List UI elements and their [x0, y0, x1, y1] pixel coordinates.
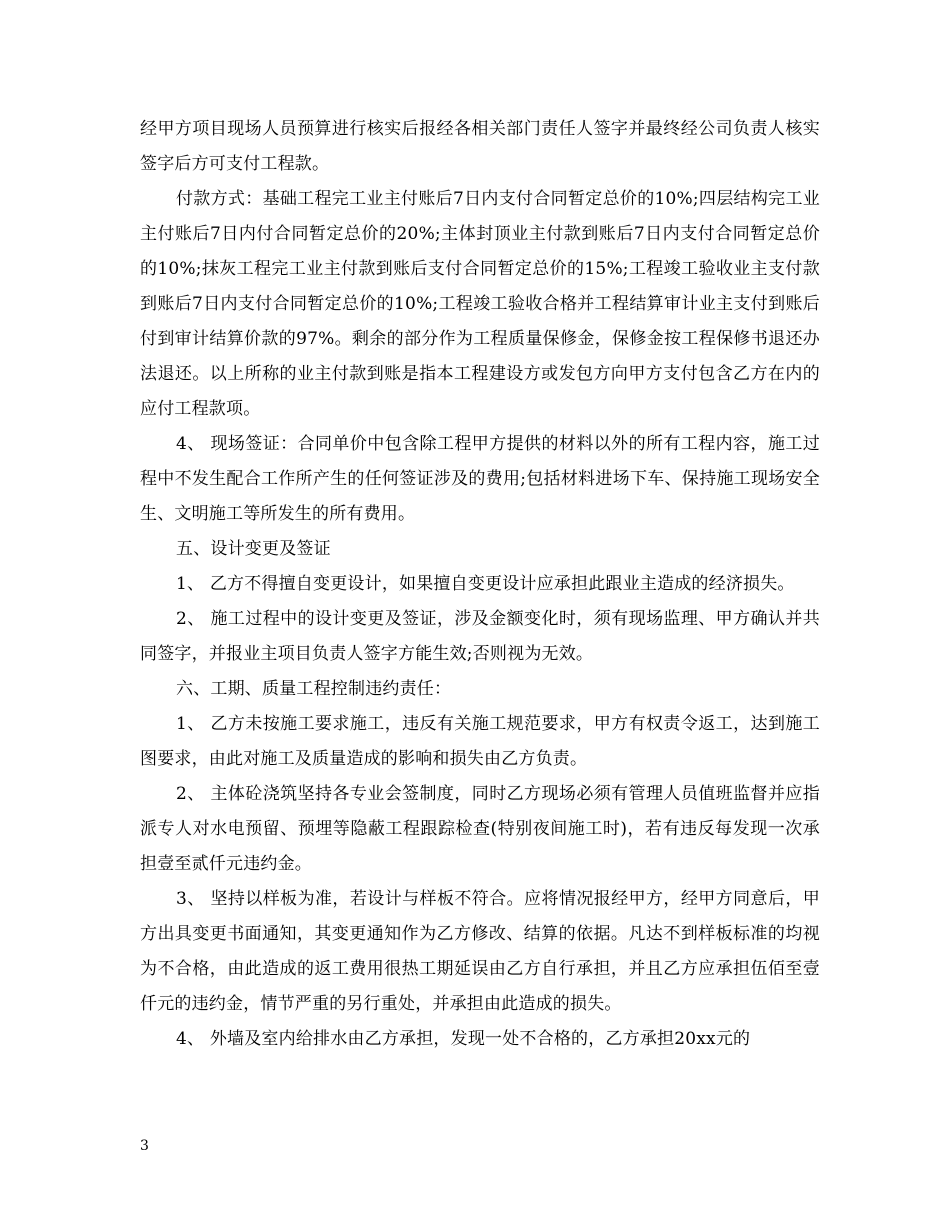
paragraph-design-change-2: 2、 施工过程中的设计变更及签证，涉及金额变化时，须有现场监理、甲方确认并共同签字，并报业主项目负责人签字方能生效;否则视为无效。 [140, 609, 820, 664]
section-heading-design-change: 五、设计变更及签证 [176, 539, 331, 559]
paragraph-liability-2: 2、 主体砼浇筑坚持各专业会签制度，同时乙方现场必须有管理人员值班监督并应指派专人对水电预留、预埋等隐蔽工程跟踪检查(特别夜间施工时)，若有违反每发现一次承担壹至贰仟元违约金。 [140, 784, 820, 874]
document-body [140, 112, 820, 1057]
page-number: 3 [140, 1138, 149, 1154]
paragraph-liability-1: 1、 乙方未按施工要求施工，违反有关施工规范要求，甲方有权责令返工，达到施工图要求，由此对施工及质量造成的影响和损失由乙方负责。 [140, 714, 820, 769]
paragraph-continuation: 经甲方项目现场人员预算进行核实后报经各相关部门责任人签字并最终经公司负责人核实签字后方可支付工程款。 [140, 119, 820, 174]
paragraph-site-visa: 4、 现场签证：合同单价中包含除工程甲方提供的材料以外的所有工程内容，施工过程中不发生配合工作所产生的任何签证涉及的费用;包括材料进场下车、保持施工现场安全生、文明施工等所发生的所有费用。 [140, 434, 820, 524]
section-heading-liability: 六、工期、质量工程控制违约责任： [176, 679, 452, 699]
paragraph-liability-3: 3、 坚持以样板为准，若设计与样板不符合。应将情况报经甲方，经甲方同意后，甲方出具变更书面通知，其变更通知作为乙方修改、结算的依据。凡达不到样板标准的均视为不合格，由此造成的返工费用很热工期延误由乙方自行承担，并且乙方应承担伍佰至壹仟元的违约金，情节严重的另行重处，并承担由此造成的损失。 [140, 889, 820, 1014]
paragraph-liability-4: 4、 外墙及室内给排水由乙方承担，发现一处不合格的，乙方承担20xx元的 [176, 1029, 751, 1049]
paragraph-design-change-1: 1、 乙方不得擅自变更设计，如果擅自变更设计应承担此跟业主造成的经济损失。 [176, 574, 795, 594]
paragraph-payment-method: 付款方式：基础工程完工业主付账后7日内支付合同暂定总价的10%;四层结构完工业主付账后7日内付合同暂定总价的20%;主体封顶业主付款到账后7日内支付合同暂定总价的10%;抹灰工程完工业主付款到账后支付合同暂定总价的15%;工程竣工验收业主支付款到账后7日内支付合同暂定总价的10%;工程竣工验收合格并工程结算审计业主支付到账后付到审计结算价款的97%。剩余的部分作为工程质量保修金，保修金按工程保修书退还办法退还。以上所称的业主付款到账是指本工程建设方或发包方向甲方支付包含乙方在内的应付工程款项。 [140, 189, 820, 419]
